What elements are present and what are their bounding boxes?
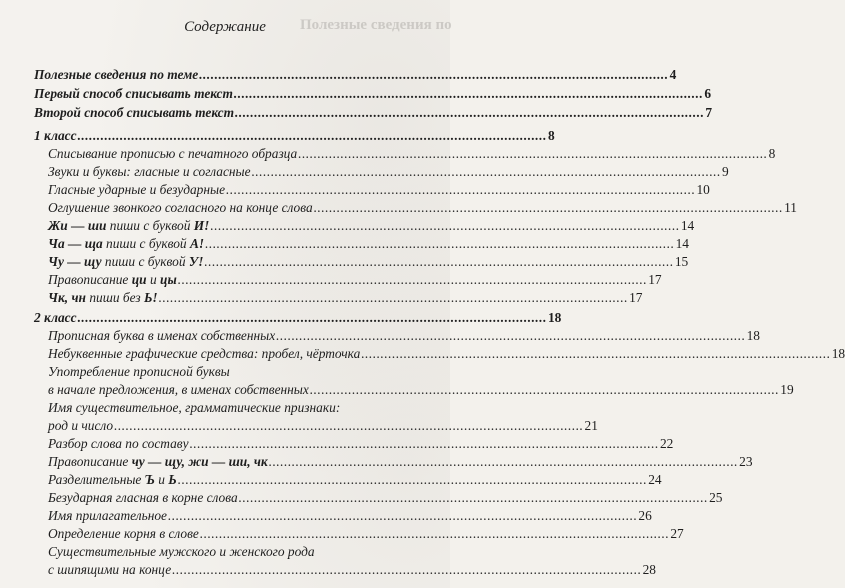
toc-entry[interactable] bbox=[48, 199, 798, 216]
toc-page-number: 17 bbox=[648, 272, 662, 287]
dot-leader: .......................................................................................................................... bbox=[313, 200, 784, 215]
toc-entry-title: Имя существительное, грамматические признаки: bbox=[48, 400, 341, 415]
toc-entry-title: Существительные мужского и женского рода bbox=[48, 544, 315, 559]
toc-entry-title: Прописная буква в именах собственных bbox=[48, 328, 276, 343]
toc-entry-title bbox=[48, 453, 268, 470]
toc-entry-title bbox=[48, 271, 177, 288]
toc-entry-title bbox=[48, 235, 204, 252]
toc-page-number: 6 bbox=[704, 86, 712, 101]
toc-entry-title bbox=[48, 217, 209, 234]
rule-letters: Чу — щу bbox=[48, 254, 102, 269]
dot-leader: .......................................................................................................................... bbox=[77, 310, 547, 325]
dot-leader: .......................................................................................................................... bbox=[298, 146, 768, 161]
toc-page-number: 11 bbox=[784, 200, 798, 215]
toc-entry[interactable] bbox=[48, 471, 662, 488]
toc-entry[interactable] bbox=[48, 561, 656, 578]
toc-entry[interactable] bbox=[34, 104, 713, 121]
toc-entry[interactable] bbox=[48, 235, 689, 252]
toc-entry[interactable] bbox=[48, 327, 760, 344]
rule-letter: Ъ bbox=[144, 472, 155, 487]
toc-section-heading[interactable] bbox=[34, 127, 555, 144]
toc-page-number: 18 bbox=[831, 346, 845, 361]
toc-page-number: 15 bbox=[674, 254, 689, 269]
toc-entry-title bbox=[48, 253, 203, 270]
toc-page-number: 8 bbox=[768, 146, 776, 161]
rule-letters: ци bbox=[131, 272, 147, 287]
toc-page-number: 22 bbox=[659, 436, 674, 451]
toc-entry[interactable] bbox=[48, 163, 729, 180]
toc-page-number: 18 bbox=[746, 328, 760, 343]
toc-entry[interactable] bbox=[48, 181, 710, 198]
rule-letter: А! bbox=[189, 236, 205, 251]
toc-entry[interactable] bbox=[48, 381, 794, 398]
toc-entry-title: 2 класс bbox=[34, 310, 77, 325]
bleed-through-text: Полезные сведения по bbox=[300, 17, 452, 33]
toc-entry-title: Определение корня в слове bbox=[48, 526, 199, 541]
toc-page-number: 27 bbox=[670, 526, 684, 541]
toc-page-number: 26 bbox=[638, 508, 652, 523]
toc-entry-title: род и число bbox=[48, 418, 114, 433]
dot-leader: .......................................................................................................................... bbox=[235, 105, 705, 120]
toc-entry-title bbox=[48, 471, 177, 488]
dot-leader: .......................................................................................................................... bbox=[199, 67, 669, 82]
rule-letters: Ча — ща bbox=[48, 236, 103, 251]
dot-leader: .......................................................................................................................... bbox=[226, 182, 696, 197]
toc-entry-line[interactable] bbox=[48, 399, 415, 416]
rule-text: и bbox=[146, 272, 161, 287]
toc-page-number: 4 bbox=[669, 67, 677, 82]
rule-text: пиши с буквой bbox=[102, 236, 190, 251]
toc-entry-title: Списывание прописью с печатного образца bbox=[48, 146, 298, 161]
toc-entry[interactable] bbox=[48, 145, 776, 162]
toc-entry[interactable] bbox=[48, 525, 684, 542]
toc-page-number: 23 bbox=[739, 454, 753, 469]
toc-page-number: 8 bbox=[547, 128, 555, 143]
toc-page-number: 9 bbox=[722, 164, 729, 179]
toc-entry[interactable] bbox=[48, 253, 689, 270]
dot-leader: .......................................................................................................................... bbox=[199, 526, 670, 541]
toc-entry-title: Второй способ списывать текст bbox=[34, 105, 234, 120]
toc-entry-line[interactable] bbox=[48, 363, 415, 380]
toc-entry-line[interactable] bbox=[48, 543, 415, 560]
rule-letters: Чк, чн bbox=[48, 290, 86, 305]
rule-text: Правописание bbox=[48, 454, 132, 469]
dot-leader: .......................................................................................................................... bbox=[114, 418, 584, 433]
rule-text: Правописание bbox=[48, 272, 132, 287]
rule-text: и bbox=[154, 472, 169, 487]
dot-leader: .......................................................................................................................... bbox=[204, 254, 674, 269]
dot-leader: .......................................................................................................................... bbox=[168, 508, 638, 523]
rule-letters: цы bbox=[160, 272, 177, 287]
toc-entry[interactable] bbox=[48, 507, 652, 524]
toc-entry[interactable] bbox=[48, 271, 662, 288]
dot-leader: .......................................................................................................................... bbox=[276, 328, 746, 343]
toc-entry-title: с шипящими на конце bbox=[48, 562, 172, 577]
toc-entry-title: 1 класс bbox=[34, 128, 77, 143]
toc-entry-title: Небуквенные графические средства: пробел, чёрточка bbox=[48, 346, 361, 361]
toc-entry-title: Первый способ списывать текст bbox=[34, 86, 233, 101]
toc-page-number: 28 bbox=[642, 562, 656, 577]
toc-entry[interactable] bbox=[48, 417, 598, 434]
dot-leader: .......................................................................................................................... bbox=[205, 236, 675, 251]
toc-entry-title: Разбор слова по составу bbox=[48, 436, 189, 451]
toc-entry[interactable] bbox=[48, 289, 643, 306]
toc-page-number: 25 bbox=[709, 490, 723, 505]
dot-leader: .......................................................................................................................... bbox=[172, 562, 642, 577]
rule-letter: Ь! bbox=[143, 290, 158, 305]
toc-page-number: 19 bbox=[780, 382, 794, 397]
dot-leader: .......................................................................................................................... bbox=[361, 346, 831, 361]
toc-page-number: 14 bbox=[675, 236, 689, 251]
toc-entry[interactable] bbox=[34, 85, 712, 102]
toc-entry[interactable] bbox=[48, 453, 753, 470]
dot-leader: .......................................................................................................................... bbox=[77, 128, 547, 143]
toc-entry[interactable] bbox=[48, 345, 845, 362]
dot-leader: .......................................................................................................................... bbox=[210, 218, 680, 233]
toc-entry-title: Полезные сведения по теме bbox=[34, 67, 199, 82]
rule-letters: чу — щу, жи — ши, чк bbox=[131, 454, 268, 469]
toc-page-number: 21 bbox=[584, 418, 598, 433]
toc-entry-title: Имя прилагательное bbox=[48, 508, 167, 523]
toc-page-number: 10 bbox=[696, 182, 710, 197]
toc-entry-title: Безударная гласная в корне слова bbox=[48, 490, 238, 505]
rule-text: пиши с буквой bbox=[106, 218, 194, 233]
dot-leader: .......................................................................................................................... bbox=[238, 490, 709, 505]
toc-entry-title: Гласные ударные и безударные bbox=[48, 182, 226, 197]
toc-entry[interactable] bbox=[48, 435, 674, 452]
toc-entry-title: в начале предложения, в именах собственных bbox=[48, 382, 309, 397]
toc-page-number: 18 bbox=[547, 310, 562, 325]
rule-letters: Жи — ши bbox=[48, 218, 107, 233]
rule-letter: Ь bbox=[168, 472, 177, 487]
rule-letter: У! bbox=[188, 254, 204, 269]
dot-leader: .......................................................................................................................... bbox=[309, 382, 780, 397]
rule-text: пиши с буквой bbox=[101, 254, 189, 269]
page-title: Содержание bbox=[184, 19, 266, 35]
dot-leader: .......................................................................................................................... bbox=[268, 454, 739, 469]
toc-page-number: 7 bbox=[705, 105, 713, 120]
dot-leader: .......................................................................................................................... bbox=[177, 472, 648, 487]
toc-section-heading[interactable] bbox=[34, 309, 562, 326]
toc-entry-title: Оглушение звонкого согласного на конце слова bbox=[48, 200, 313, 215]
toc-entry[interactable] bbox=[48, 217, 695, 234]
dot-leader: .......................................................................................................................... bbox=[158, 290, 629, 305]
toc-entry-title bbox=[48, 289, 158, 306]
rule-letter: И! bbox=[193, 218, 210, 233]
dot-leader: .......................................................................................................................... bbox=[251, 164, 721, 179]
rule-text: пиши без bbox=[85, 290, 144, 305]
dot-leader: .......................................................................................................................... bbox=[177, 272, 648, 287]
toc-page-number: 24 bbox=[648, 472, 662, 487]
toc-page-number: 14 bbox=[680, 218, 695, 233]
toc-entry-title: Звуки и буквы: гласные и согласные bbox=[48, 164, 251, 179]
toc-entry[interactable] bbox=[48, 489, 723, 506]
dot-leader: .......................................................................................................................... bbox=[189, 436, 659, 451]
toc-entry-title: Употребление прописной буквы bbox=[48, 364, 230, 379]
toc-entry[interactable] bbox=[34, 66, 677, 83]
rule-text: Разделительные bbox=[48, 472, 145, 487]
dot-leader: .......................................................................................................................... bbox=[233, 86, 704, 101]
toc-page-number: 17 bbox=[629, 290, 643, 305]
